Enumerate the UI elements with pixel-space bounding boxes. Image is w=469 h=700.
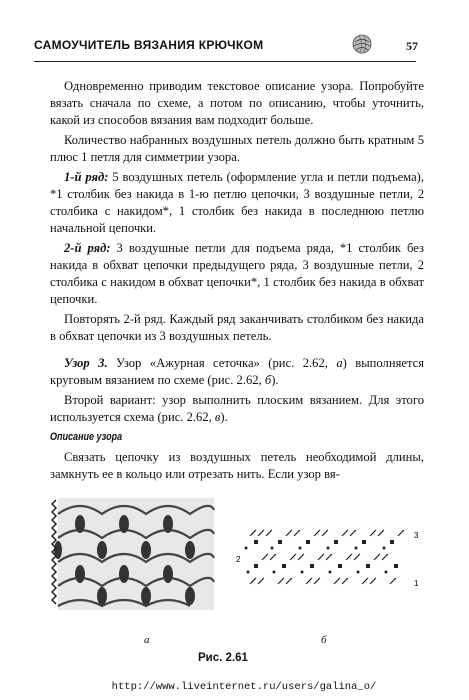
- pattern-3-intro: Узор 3. Узор «Ажурная сеточка» (рис. 2.62, а) выполняется круговым вязанием по схеме (рис. 2.62, б).: [50, 356, 424, 387]
- row-2-instruction: [50, 240, 424, 308]
- page-number: 57: [406, 39, 418, 53]
- row-number-3: 3: [414, 531, 419, 540]
- page-header: [34, 34, 418, 60]
- book-title: САМОУЧИТЕЛЬ ВЯЗАНИЯ КРЮЧКОМ: [34, 38, 264, 52]
- ball-of-yarn-icon: [352, 34, 372, 54]
- header-divider: [34, 61, 416, 62]
- figure-2-61: [50, 486, 424, 666]
- row-1-label: 1-й ряд:: [64, 170, 109, 184]
- figure-label-a: а: [144, 634, 150, 646]
- paragraph: Количество набранных воздушных петель должно быть кратным 5 плюс 1 петля для симметрии узора.: [50, 133, 424, 164]
- figure-caption: Рис. 2.61: [198, 652, 248, 664]
- footer-url[interactable]: http://www.liveinternet.ru/users/galina_o/: [111, 681, 377, 693]
- row-number-2: 2: [236, 555, 241, 564]
- body-text: [50, 78, 424, 486]
- pattern-3-label: Узор 3.: [64, 356, 108, 370]
- row-1-text: 5 воздушных петель (оформление угла и петли подъема), *1 столбик без накида в 1-ю петлю цепочки, 3 воздушные петли, 2 столбика с накидом*, 1 столбик без накида в последнюю петлю начальной цепочки.: [50, 170, 424, 235]
- row-2-text: 3 воздушные петли для подъема ряда, *1 столбик без накида в обхват цепочки предыдущего ряда, 3 воздушные петли, 2 столбика с накидом в обхват цепочки*, 1 столбик без накида в обхват цепочки.: [50, 241, 425, 306]
- row-2-label: 2-й ряд:: [64, 241, 111, 255]
- paragraph: Одновременно приводим текстовое описание узора. Попробуйте вязать сначала по схеме, а потом по описанию, чтобы уточнить, какой из способов вязания вам подходит больше.: [50, 79, 424, 127]
- figure-label-b: б: [321, 634, 327, 646]
- paragraph: Повторять 2-й ряд. Каждый ряд заканчивать столбиком без накида в обхват цепочки из 3 воздушных петель.: [50, 312, 424, 343]
- paragraph: Связать цепочку из воздушных петель необходимой длины, замкнуть ее в кольцо или отрезать нить. Если узор вя-: [50, 450, 424, 481]
- knitted-sample-photo: [50, 494, 220, 614]
- row-1-instruction: [50, 169, 424, 237]
- crochet-chart-diagram: [236, 522, 426, 592]
- section-heading: Описание узора: [50, 431, 123, 443]
- paragraph: Второй вариант: узор выполнить плоским вязанием. Для этого используется схема (рис. 2.62, в).: [50, 393, 424, 424]
- row-number-1: 1: [414, 579, 419, 588]
